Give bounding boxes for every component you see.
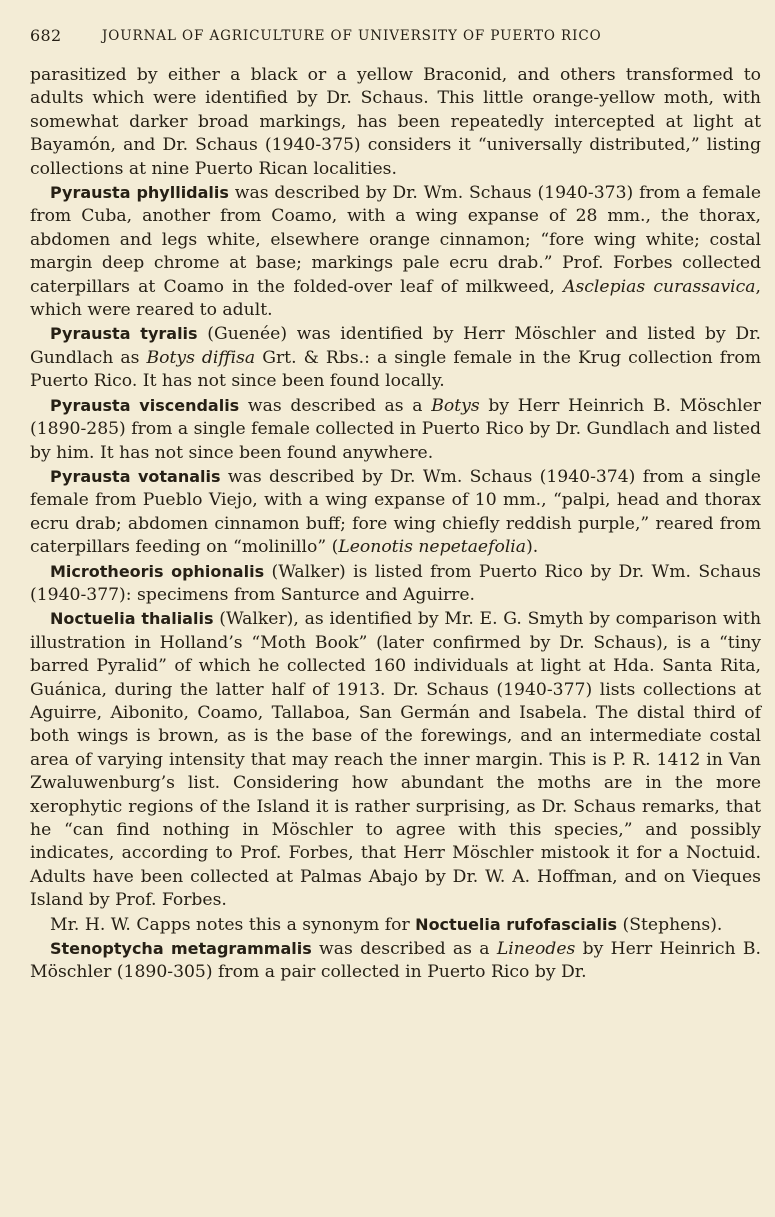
species-name: Pyrausta votanalis: [50, 466, 221, 486]
paragraph-capps-note: Mr. H. W. Capps notes this a synonym for Noctuelia rufofascialis (Stephens).: [50, 914, 723, 935]
paragraph-microtheoris-ophionalis: Microtheoris ophionalis (Walker) is listed from Puerto Rico by Dr. Wm. Schaus (1940-377): specimens from Santurce and Aguirre.: [30, 561, 761, 605]
species-name: Pyrausta phyllidalis: [50, 183, 229, 203]
species-name: Pyrausta viscendalis: [50, 395, 240, 415]
italic-taxon: Leonotis nepetaefolia: [338, 537, 527, 558]
italic-taxon: Botys: [431, 395, 480, 416]
journal-title: JOURNAL OF AGRICULTURE OF UNIVERSITY OF PUERTO RICO: [102, 28, 602, 44]
species-name: Stenoptycha metagrammalis: [50, 939, 312, 959]
paragraph-pyrausta-tyralis: Pyrausta tyralis (Guenée) was identified by Herr Möschler and listed by Dr. Gundlach as Botys diffisa Grt. & Rbs.: a single female in the Krug collection from Puerto Rico. It has not since been found locally.: [30, 324, 762, 392]
italic-taxon: Lineodes: [496, 939, 576, 960]
article-body: [30, 64, 761, 985]
italic-taxon: Asclepias curassavica: [563, 276, 756, 297]
paragraph-pyrausta-phyllidalis: Pyrausta phyllidalis was described by Dr. Wm. Schaus (1940-373) from a female from Cuba, another from Coamo, with a wing expanse of 28 mm., the thorax, abdomen and legs white, elsewhere orange cinnamon; “fore wing white; costal margin deep chrome at base; markings pale ecru drab.” Prof. Forbes collected caterpillars at Coamo in the folded-over leaf of milkweed, Asclepias curassavica, which were reared to adult.: [30, 183, 761, 321]
italic-taxon: Botys diffisa: [146, 347, 256, 368]
paragraph-pyrausta-viscendalis: Pyrausta viscendalis was described as a Botys by Herr Heinrich B. Möschler (1890-285) from a single female collected in Puerto Rico by Dr. Gundlach and listed by him. It has not since been found anywhere.: [30, 395, 761, 463]
species-name: Noctuelia thalialis: [50, 609, 214, 629]
species-name: Pyrausta tyralis: [50, 324, 198, 344]
paragraph-noctuelia-thalialis: Noctuelia thalialis (Walker), as identified by Mr. E. G. Smyth by comparison with illustration in Holland’s “Moth Book” (later confirmed by Dr. Schaus), is a “tiny barred Pyralid” of which he collected 160 individuals at light at Hda. Santa Rita, Guánica, during the latter half of 1913. Dr. Schaus (1940-377) lists collections at Aguirre, Aibonito, Coamo, Tallaboa, San Germán and Isabela. The distal third of both wings is brown, as is the base of the forewings, and an intermediate costal area of varying intensity that may reach the inner margin. This is P. R. 1412 in Van Zwaluwenburg’s list. Considering how abundant the moths are in the more xerophytic regions of the Island it is rather surprising, as Dr. Schaus remarks, that he “can find nothing in Möschler to agree with this species,” and possibly indicates, according to Prof. Forbes, that Herr Möschler mistook it for a Noctuid. Adults have been collected at Palmas Abajo by Dr. W. A. Hoffman, and on Vieques Island by Prof. Forbes.: [30, 609, 762, 911]
running-header: [30, 20, 761, 52]
paragraph-continuation: parasitized by either a black or a yellow Braconid, and others transformed to adults which were identified by Dr. Schaus. This little orange-yellow moth, with somewhat darker broad markings, has been repeatedly intercepted at light at Bayamón, and Dr. Schaus (1940-375) considers it “universally distributed,” listing collections at nine Puerto Rican localities.: [30, 65, 761, 179]
page-number: 682: [30, 26, 62, 45]
species-name: Noctuelia rufofascialis: [415, 914, 618, 934]
species-name: Microtheoris ophionalis: [50, 561, 265, 581]
paragraph-stenoptycha-metagrammalis: Stenoptycha metagrammalis was described as a Lineodes by Herr Heinrich B. Möschler (1890-305) from a pair collected in Puerto Rico by Dr.: [30, 939, 762, 983]
paragraph-pyrausta-votanalis: Pyrausta votanalis was described by Dr. Wm. Schaus (1940-374) from a single female from Pueblo Viejo, with a wing expanse of 10 mm., “palpi, head and thorax ecru drab; abdomen cinnamon buff; fore wing chiefly reddish purple,” reared from caterpillars feeding on “molinillo” (Leonotis nepetaefolia).: [30, 466, 761, 558]
